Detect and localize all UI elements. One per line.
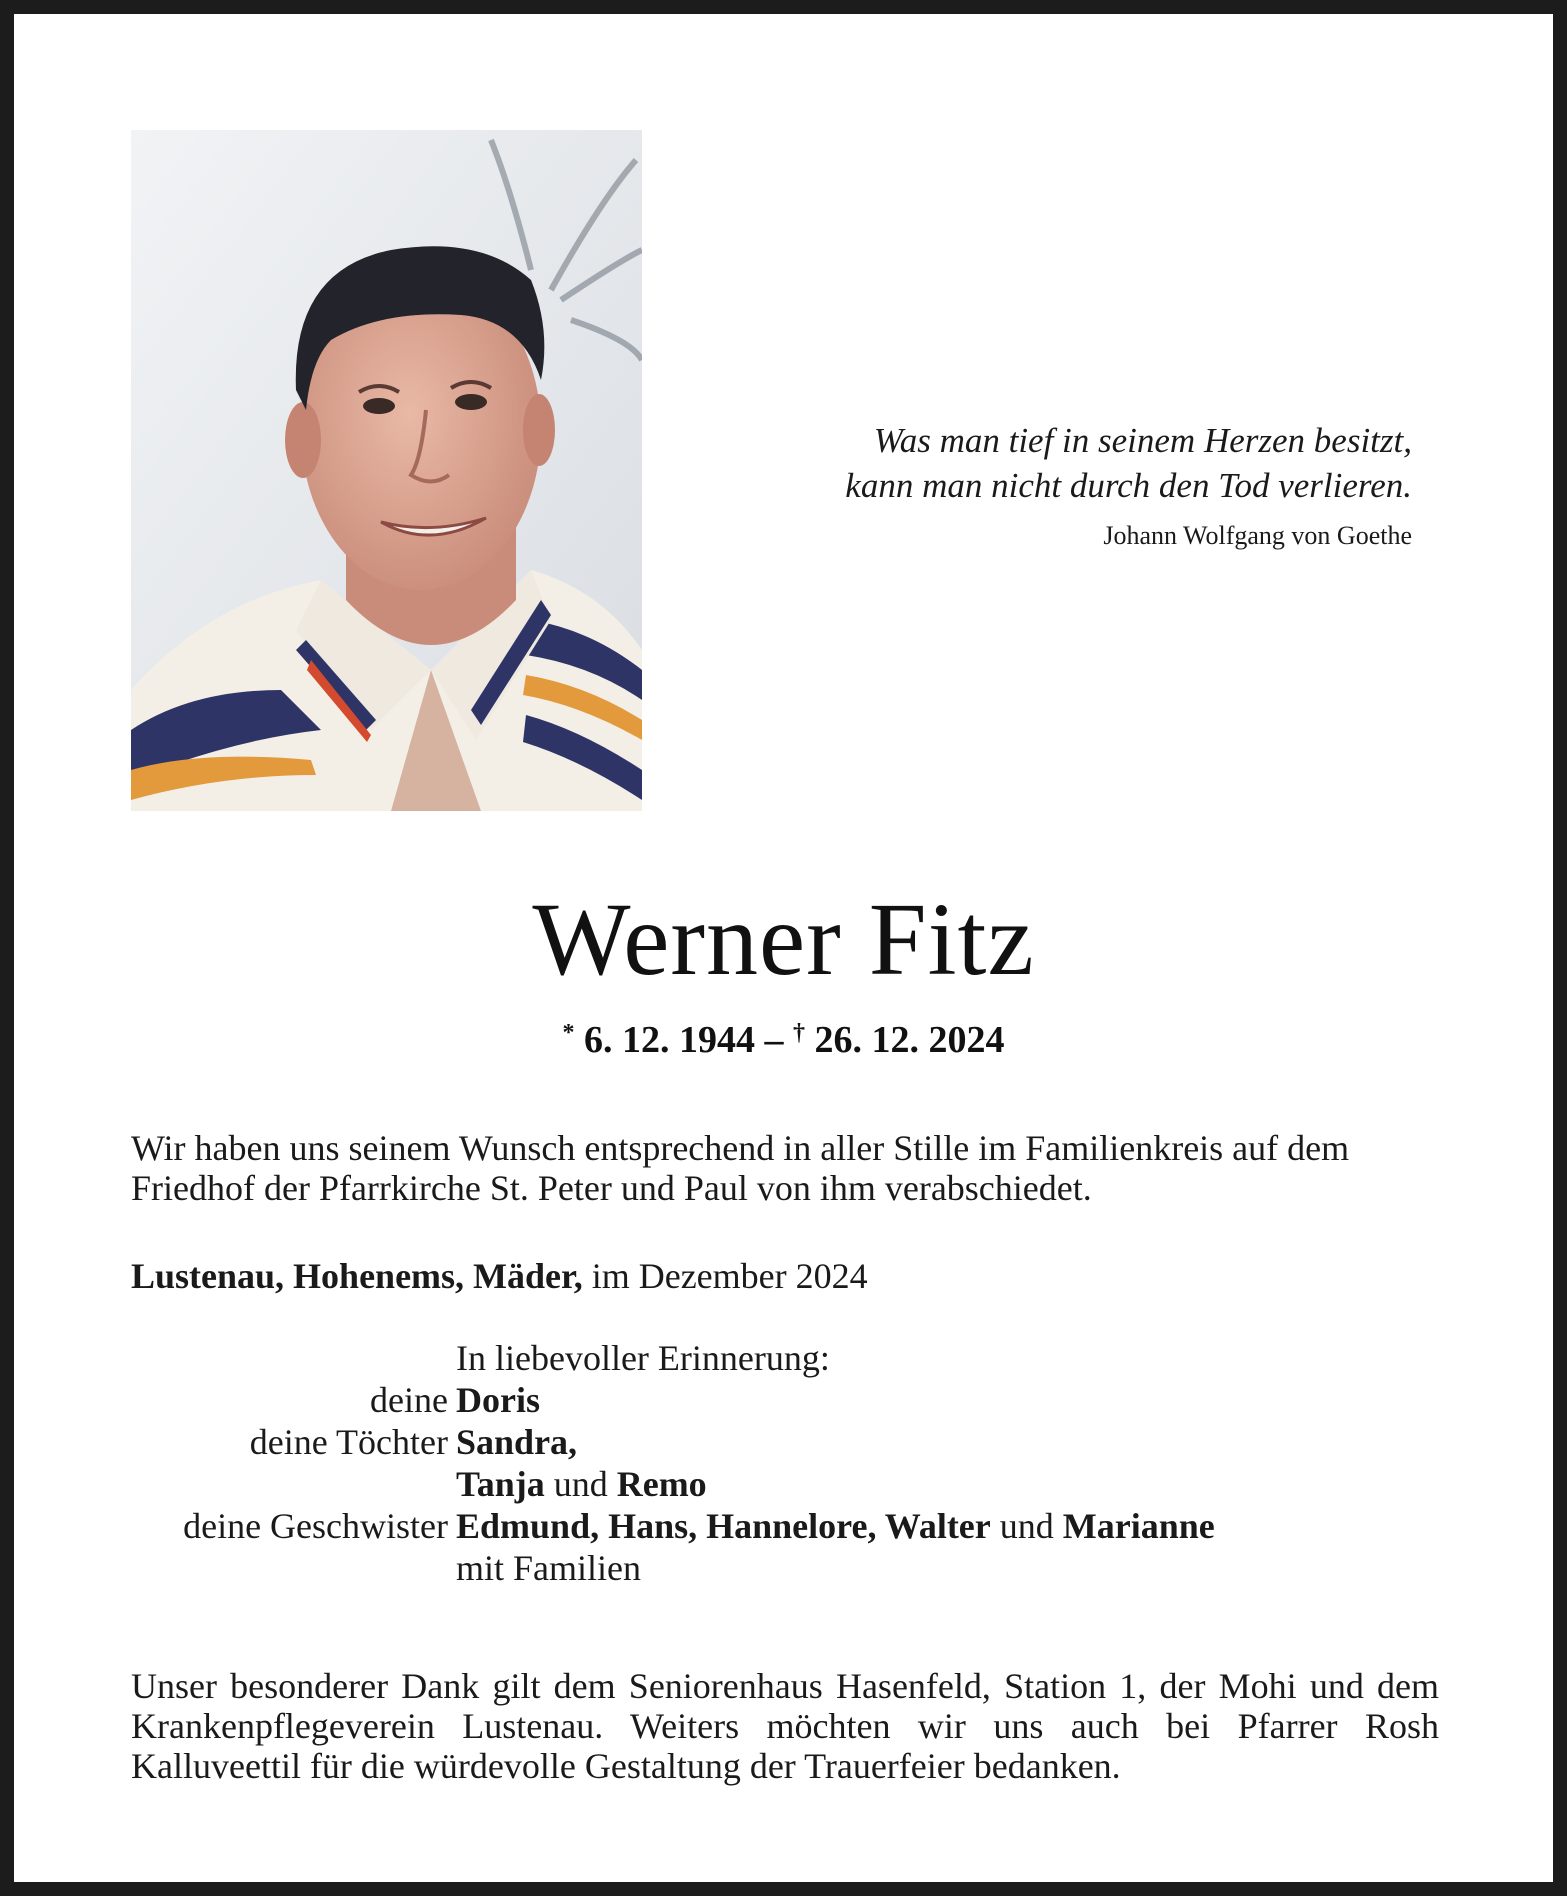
mourner-daughter-2: Tanja [456,1464,545,1504]
mourner-siblings: Edmund, Hans, Hannelore, Walter [456,1506,991,1546]
goethe-quote [700,418,1412,554]
relation-label-siblings: deine Geschwister [183,1506,448,1546]
portrait-photo [131,130,642,811]
place-date: im Dezember 2024 [591,1256,868,1296]
place-towns: Lustenau, Hohenems, Mäder, [131,1256,583,1296]
death-date: 26. 12. 2024 [814,1019,1005,1061]
mourner-row-daughter-2 [131,1464,1451,1506]
mourner-row-families [131,1548,1451,1590]
thanks-paragraph: Unser besonderer Dank gilt dem Seniorenhaus Hasenfeld, Station 1, der Mohi und dem Krankenpflegeverein Lustenau. Weiters möchten wir uns auch bei Pfarrer Rosh Kalluveettil für die würdevolle Gestaltung der Trauerfeier bedanken. [131,1666,1439,1786]
quote-line-1: Was man tief in seinem Herzen besitzt, [873,421,1412,460]
mourner-daughter-1: Sandra, [456,1422,578,1462]
mourner-sibling-last: Marianne [1062,1506,1215,1546]
birth-date: 6. 12. 1944 [584,1019,755,1061]
mourner-row-siblings [131,1506,1451,1548]
mourner-son-in-law: Remo [616,1464,707,1504]
mourner-wife: Doris [456,1380,540,1420]
mourners-heading-row [131,1338,1451,1380]
mourners-heading: In liebevoller Erinnerung: [456,1338,830,1378]
life-dates [0,1010,1567,1063]
farewell-paragraph: Wir haben uns seinem Wunsch entsprechend in aller Stille im Familienkreis auf dem Friedhof der Pfarrkirche St. Peter und Paul von ihm verabschiedet. [131,1128,1350,1208]
relation-label-wife: deine [370,1380,448,1420]
conjunction-und-1: und [553,1464,608,1504]
mourner-row-daughters [131,1422,1451,1464]
portrait-illustration [131,130,642,811]
date-separator: – [764,1019,784,1061]
mourner-families: mit Familien [456,1548,641,1588]
deceased-name: Werner Fitz [532,882,1035,997]
quote-author: Johann Wolfgang von Goethe [1103,521,1412,550]
mourners-list [131,1338,1451,1590]
place-and-date [131,1256,1451,1296]
death-cross-icon: † [793,1020,805,1046]
relation-label-daughters: deine Töchter [249,1422,448,1462]
birth-star-icon: * [562,1020,575,1046]
mourner-row-wife [131,1380,1451,1422]
conjunction-und-2: und [999,1506,1054,1546]
quote-line-2: kann man nicht durch den Tod verlieren. [845,466,1412,505]
